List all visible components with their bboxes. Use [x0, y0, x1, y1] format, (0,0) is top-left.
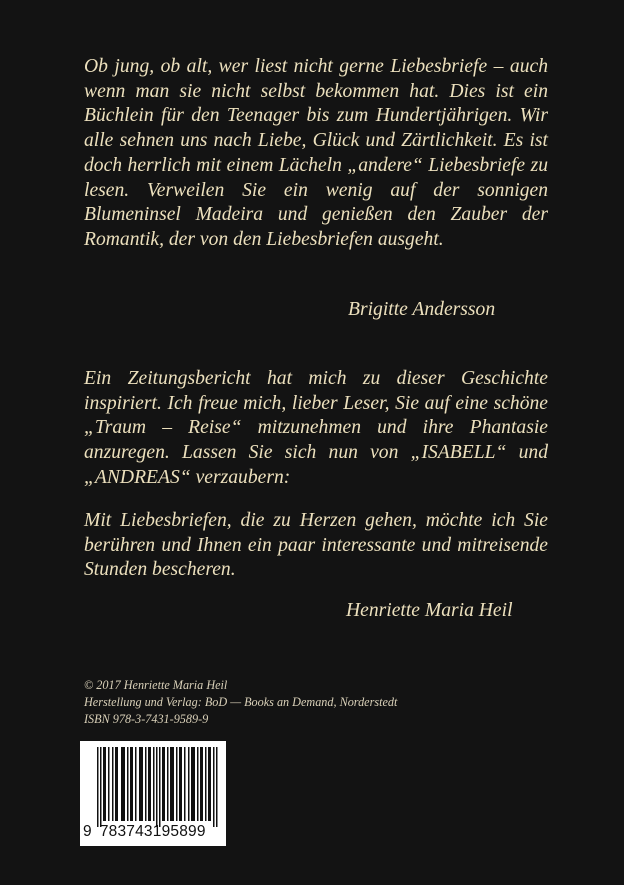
blurb-paragraph-1: [84, 55, 548, 253]
signature-henriette-maria-heil: Henriette Maria Heil: [346, 600, 513, 621]
barcode-digits: 783743195899: [99, 823, 206, 840]
imprint: [84, 677, 397, 728]
barcode-icon: [97, 747, 219, 827]
copyright-line: © 2017 Henriette Maria Heil: [84, 678, 228, 692]
publisher-line: Herstellung und Verlag: BoD — Books an Demand, Norderstedt: [84, 695, 398, 709]
blurb-paragraph-2: [84, 367, 548, 491]
isbn-barcode: [80, 741, 226, 846]
blurb-paragraph-3: [84, 509, 548, 583]
barcode-number: [83, 823, 206, 841]
isbn-line: ISBN 978-3-7431-9589-9: [84, 712, 209, 726]
barcode-first-digit: 9: [83, 823, 92, 840]
signature-brigitte-andersson: Brigitte Andersson: [348, 299, 496, 320]
blurb-text-2: Ein Zeitungsbericht hat mich zu dieser Geschichte inspiriert. Ich freue mich, lieber Leser, Sie auf eine schöne „Traum – Reise“ mitzunehmen und ihre Phantasie anzuregen. Lassen Sie sich nun von „ISABELL“ und „ANDREAS“ verzaubern:: [84, 368, 548, 488]
blurb-text-3: Mit Liebesbriefen, die zu Herzen gehen, möchte ich Sie berühren und Ihnen ein paar interessante und mitreisende Stunden bescheren.: [84, 510, 548, 581]
blurb-text-1: Ob jung, ob alt, wer liest nicht gerne Liebesbriefe – auch wenn man sie nicht selbst bekommen hat. Dies ist ein Büchlein für den Teenager bis zum Hundertjährigen. Wir alle sehnen uns nach Liebe, Glück und Zärtlichkeit. Es ist doch herrlich mit einem Lächeln „andere“ Liebesbriefe zu lesen. Verweilen Sie ein wenig auf der sonnigen Blumeninsel Madeira und genießen den Zauber der Romantik, der von den Liebesbriefen ausgeht.: [84, 56, 548, 250]
